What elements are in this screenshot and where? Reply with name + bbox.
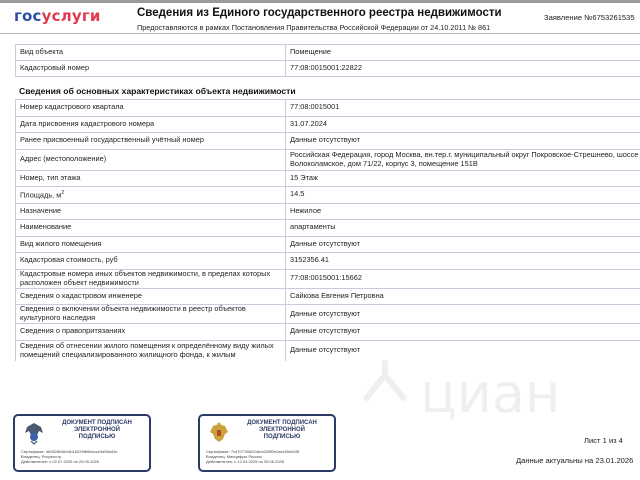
table-row bbox=[16, 324, 640, 341]
row-key: Вид жилого помещения bbox=[16, 236, 286, 253]
row-key: Сведения о правопритязаниях bbox=[16, 324, 286, 341]
row-key: Номер кадастрового квартала bbox=[16, 100, 286, 117]
stamp-info bbox=[21, 449, 118, 464]
table-row bbox=[16, 149, 640, 170]
signature-stamp-mintsifry bbox=[198, 414, 336, 472]
stamp-certificate: Сертификат: 7c4707156011dcd320f0b1ea490e645f bbox=[206, 449, 300, 454]
table-row bbox=[16, 187, 640, 204]
stamp-owner: Владелец: Росреестр bbox=[21, 454, 62, 459]
object-table bbox=[15, 44, 640, 77]
cian-watermark bbox=[360, 360, 580, 420]
row-value: 77:08:0015001:15662 bbox=[286, 269, 640, 288]
stamp-title bbox=[47, 420, 147, 441]
row-value: 3152356.41 bbox=[286, 253, 640, 270]
gosuslugi-logo bbox=[14, 7, 101, 25]
data-actual-date: Данные актуальны на 23.01.2026 bbox=[516, 456, 634, 465]
table-row bbox=[16, 288, 640, 305]
row-key: Номер, тип этажа bbox=[16, 170, 286, 187]
row-value: 77:08:0015001 bbox=[286, 100, 640, 117]
document-title: Сведения из Единого государственного реестра недвижимости bbox=[137, 7, 502, 19]
row-value: 14.5 bbox=[286, 187, 640, 204]
characteristics-table bbox=[15, 99, 640, 361]
row-key: Сведения о включении объекта недвижимости в реестр объектов культурного наследия bbox=[16, 305, 286, 324]
table-row bbox=[16, 133, 640, 150]
row-value: апартаменты bbox=[286, 220, 640, 237]
request-number: Заявление №6753261535 bbox=[544, 13, 635, 22]
table-row bbox=[16, 305, 640, 324]
row-value: Данные отсутствуют bbox=[286, 340, 640, 361]
row-key: Сведения об отнесении жилого помещения к определённому виду жилых помещений специализированного жилищного фонда, к жилым bbox=[16, 340, 286, 361]
row-key: Сведения о кадастровом инженере bbox=[16, 288, 286, 305]
stamp-owner: Владелец: Минцифры России bbox=[206, 454, 262, 459]
row-key: Назначение bbox=[16, 203, 286, 220]
stamp-title bbox=[232, 420, 332, 441]
stamp-validity: Действителен: с 12.03.2025 по 05.06.2026 bbox=[206, 459, 284, 464]
row-value: Данные отсутствуют bbox=[286, 133, 640, 150]
section-title: Сведения об основных характеристиках объекта недвижимости bbox=[19, 86, 296, 96]
table-row bbox=[16, 340, 640, 361]
row-value: Российская Федерация, город Москва, вн.тер.г. муниципальный округ Покровское-Стрешнево, шоссе Волоколамское, дом 71/22, корпус 3, помещение 151В bbox=[286, 149, 640, 170]
table-row bbox=[16, 236, 640, 253]
row-value: Данные отсутствуют bbox=[286, 236, 640, 253]
table-row bbox=[16, 220, 640, 237]
row-key: Адрес (местоположение) bbox=[16, 149, 286, 170]
stamp-title-line: ЭЛЕКТРОННОЙ bbox=[74, 427, 120, 433]
stamp-title-line: ПОДПИСЬЮ bbox=[263, 434, 301, 440]
watermark-text: циан bbox=[420, 362, 561, 420]
area-unit-superscript: 2 bbox=[61, 190, 65, 197]
stamp-title-line: ЭЛЕКТРОННОЙ bbox=[259, 427, 305, 433]
row-value: Сайкова Евгения Петровна bbox=[286, 288, 640, 305]
document-header bbox=[0, 3, 640, 34]
coat-of-arms-icon bbox=[208, 421, 230, 445]
row-value: 31.07.2024 bbox=[286, 116, 640, 133]
row-key: Ранее присвоенный государственный учётный номер bbox=[16, 133, 286, 150]
logo-part-uslugi: услуги bbox=[41, 7, 101, 25]
row-key: Дата присвоения кадастрового номера bbox=[16, 116, 286, 133]
stamp-title-line: ПОДПИСЬЮ bbox=[78, 434, 116, 440]
stamp-title-line: ДОКУМЕНТ ПОДПИСАН bbox=[62, 420, 132, 426]
table-row bbox=[16, 170, 640, 187]
row-key: Кадастровая стоимость, руб bbox=[16, 253, 286, 270]
row-key bbox=[16, 187, 286, 204]
page-number: Лист 1 из 4 bbox=[584, 436, 623, 445]
table-row bbox=[16, 269, 640, 288]
area-label: Площадь, м bbox=[20, 190, 62, 200]
table-row bbox=[16, 253, 640, 270]
logo-part-gos: гос bbox=[14, 7, 42, 25]
stamp-certificate: Сертификат: 4b0528b6b1db16229fb6ebcce3d55ed3c bbox=[21, 449, 118, 454]
signature-stamp-rosreestr bbox=[13, 414, 151, 472]
document-subtitle: Предоставляются в рамках Постановления Правительства Российской Федерации от 24.10.2011 № 861 bbox=[137, 23, 491, 32]
row-value: 15 Этаж bbox=[286, 170, 640, 187]
stamp-validity: Действителен: с 02.07.2025 по 25.09.2026 bbox=[21, 459, 99, 464]
row-key: Вид объекта bbox=[16, 45, 286, 61]
stamp-title-line: ДОКУМЕНТ ПОДПИСАН bbox=[247, 420, 317, 426]
stamp-info bbox=[206, 449, 299, 464]
table-row bbox=[16, 203, 640, 220]
table-row bbox=[16, 116, 640, 133]
rosreestr-emblem-icon bbox=[23, 421, 45, 445]
row-value: Данные отсутствуют bbox=[286, 305, 640, 324]
row-value: Данные отсутствуют bbox=[286, 324, 640, 341]
row-key: Кадастровый номер bbox=[16, 61, 286, 77]
row-value: Нежилое bbox=[286, 203, 640, 220]
table-row bbox=[16, 61, 640, 77]
row-value: Помещение bbox=[286, 45, 640, 61]
row-key: Кадастровые номера иных объектов недвижимости, в пределах которых расположен объект недвижимости bbox=[16, 269, 286, 288]
row-value: 77:08:0015001:22822 bbox=[286, 61, 640, 77]
table-row bbox=[16, 45, 640, 61]
table-row bbox=[16, 100, 640, 117]
row-key: Наименование bbox=[16, 220, 286, 237]
